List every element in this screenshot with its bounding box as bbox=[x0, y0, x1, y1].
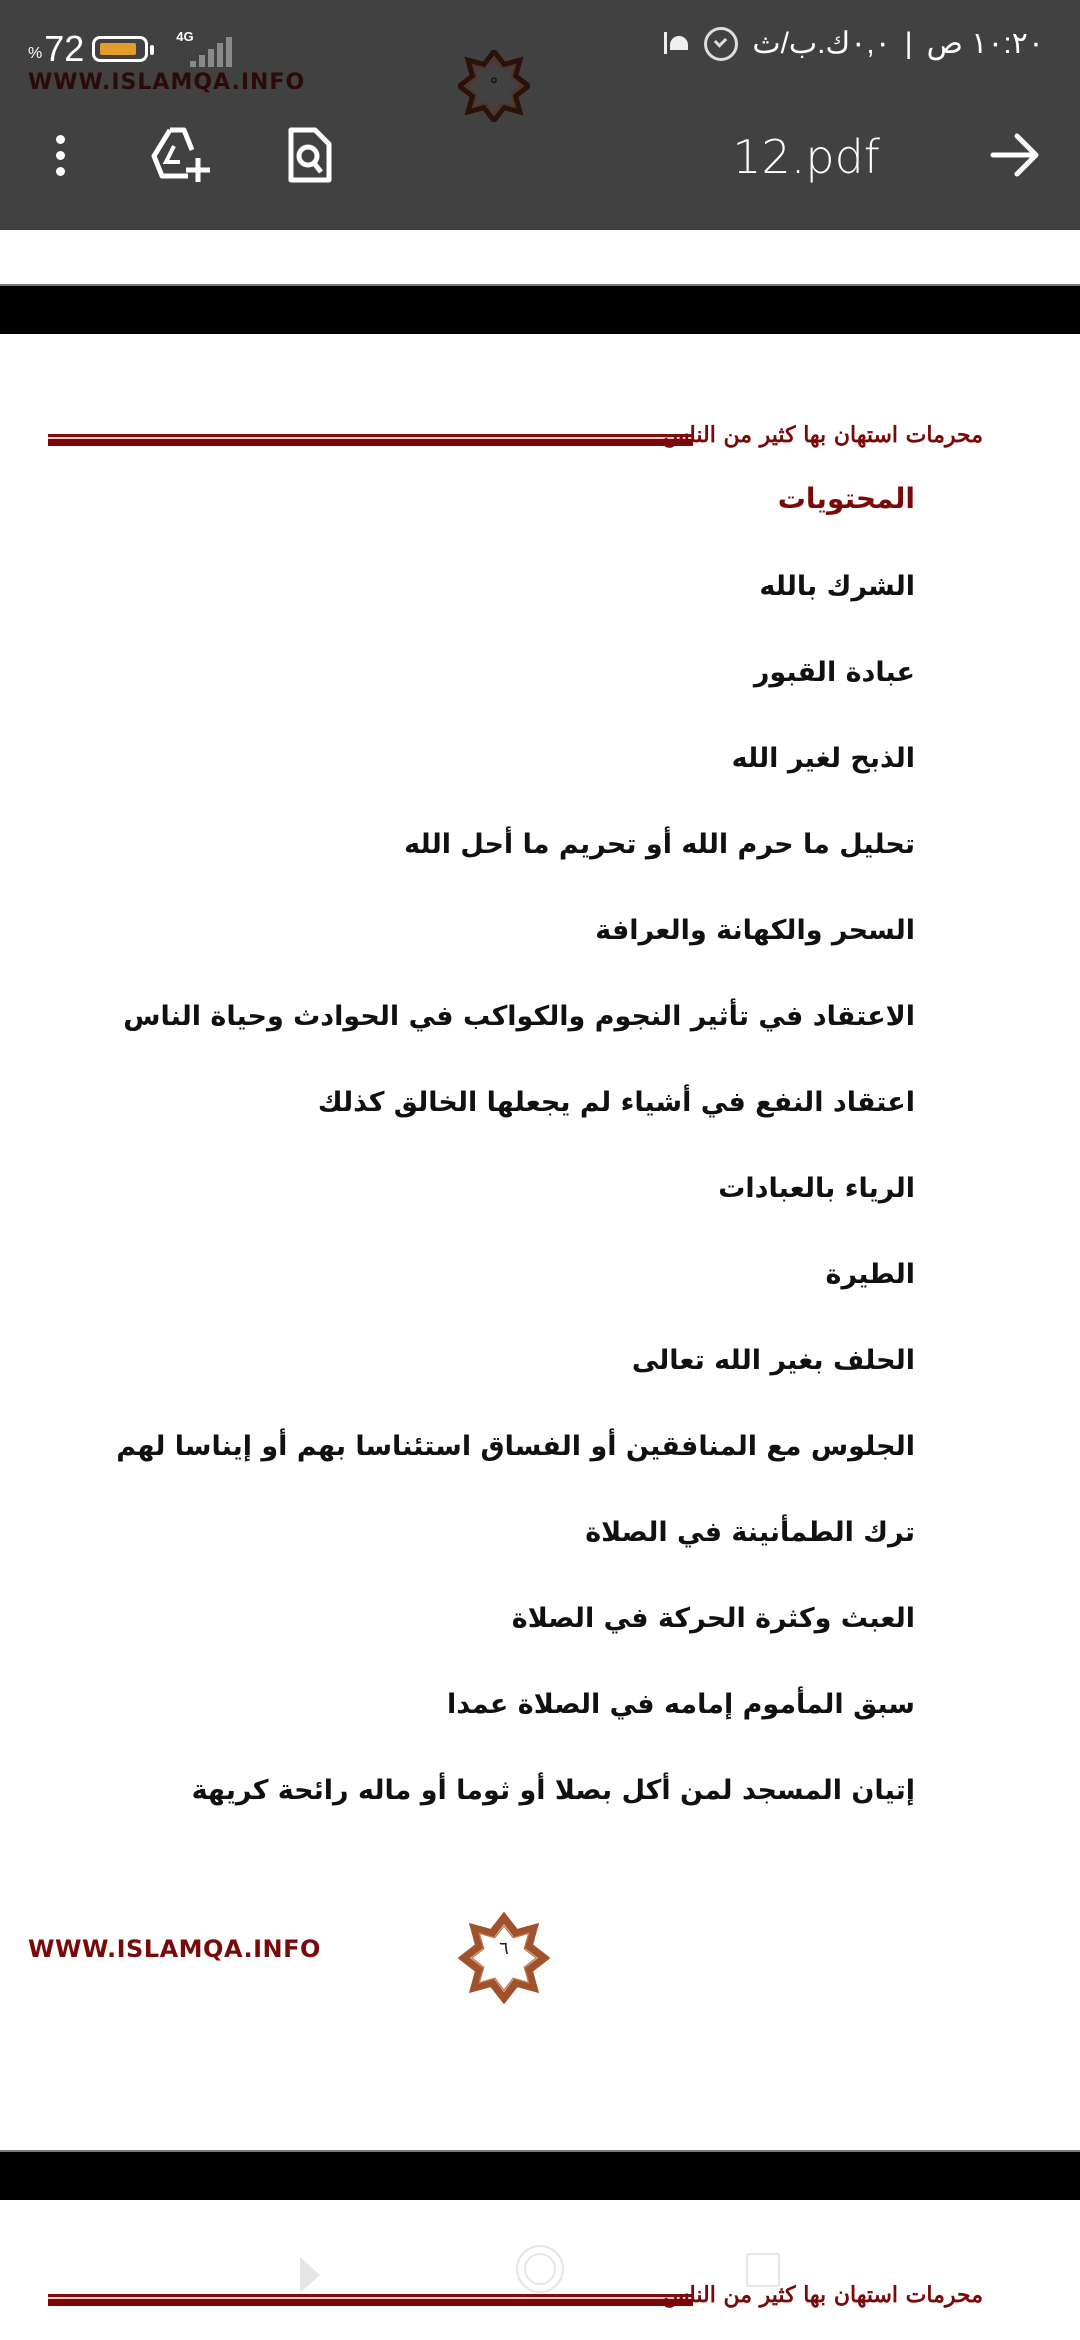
toc-item: الرياء بالعبادات bbox=[718, 1173, 915, 1204]
page-header bbox=[48, 422, 983, 462]
table-of-contents bbox=[115, 564, 915, 1854]
data-speed: ٠,٠ك.ب/ث bbox=[752, 27, 891, 60]
more-vert-icon bbox=[56, 135, 65, 176]
page-number-badge bbox=[458, 1912, 550, 2004]
status-bar bbox=[0, 0, 1080, 95]
toc-item: الحلف بغير الله تعالى bbox=[631, 1345, 915, 1376]
clock-time: ١٠:٢٠ ص bbox=[926, 27, 1044, 60]
toc-item: تحليل ما حرم الله أو تحريم ما أحل الله bbox=[404, 829, 915, 860]
arrow-forward-icon bbox=[989, 132, 1041, 178]
page-separator bbox=[0, 2150, 1080, 2200]
toc-item: السحر والكهانة والعرافة bbox=[595, 915, 915, 946]
pdf-toolbar bbox=[0, 115, 1080, 195]
toc-item: اعتقاد النفع في أشياء لم يجعلها الخالق كذلك bbox=[317, 1087, 915, 1118]
header-title: محرمات استهان بها كثير من الناس bbox=[662, 2282, 983, 2308]
battery-level: 72 bbox=[44, 28, 85, 69]
mosque-icon bbox=[664, 32, 690, 56]
previous-page-website: WWW.ISLAMQA.INFO bbox=[28, 70, 306, 95]
page-number: ٦ bbox=[499, 1938, 509, 1958]
header-rule bbox=[48, 434, 693, 446]
page-separator bbox=[0, 284, 1080, 334]
toc-item: الطيرة bbox=[825, 1259, 915, 1290]
toc-item: سبق المأموم إمامه في الصلاة عمدا bbox=[446, 1689, 915, 1720]
toc-item: إتيان المسجد لمن أكل بصلا أو ثوما أو ماله رائحة كريهة bbox=[191, 1775, 915, 1806]
toc-item: عبادة القبور bbox=[753, 657, 915, 688]
toc-item: العبث وكثرة الحركة في الصلاة bbox=[511, 1603, 915, 1634]
footer-website: WWW.ISLAMQA.INFO bbox=[28, 1935, 321, 1963]
status-separator: | bbox=[904, 26, 913, 60]
find-in-page-button[interactable] bbox=[280, 125, 340, 185]
add-to-drive-icon bbox=[148, 126, 212, 184]
contents-heading: المحتويات bbox=[777, 482, 915, 515]
toc-item: الجلوس مع المنافقين أو الفساق استئناسا بهم أو إيناسا لهم bbox=[116, 1431, 915, 1462]
toc-item: ترك الطمأنينة في الصلاة bbox=[585, 1517, 915, 1548]
toc-item: الشرك بالله bbox=[759, 571, 915, 602]
document-title: 12.pdf bbox=[732, 130, 880, 184]
alarm-icon bbox=[704, 27, 738, 61]
next-page-header bbox=[48, 2282, 983, 2322]
status-left bbox=[28, 28, 230, 70]
find-in-page-icon bbox=[287, 126, 333, 184]
battery-percent-sign: % bbox=[28, 45, 43, 62]
header-rule bbox=[48, 2294, 693, 2306]
add-to-drive-button[interactable] bbox=[145, 125, 215, 185]
header-title: محرمات استهان بها كثير من الناس bbox=[662, 422, 983, 448]
toc-item: الاعتقاد في تأثير النجوم والكواكب في الحوادث وحياة الناس bbox=[123, 1001, 915, 1032]
battery-icon bbox=[92, 36, 148, 62]
status-right bbox=[664, 26, 1044, 61]
forward-button[interactable] bbox=[980, 125, 1050, 185]
more-options-button[interactable] bbox=[40, 125, 80, 185]
toc-item: الذبح لغير الله bbox=[731, 743, 915, 774]
network-type: 4G bbox=[176, 29, 194, 44]
signal-icon bbox=[170, 31, 230, 67]
